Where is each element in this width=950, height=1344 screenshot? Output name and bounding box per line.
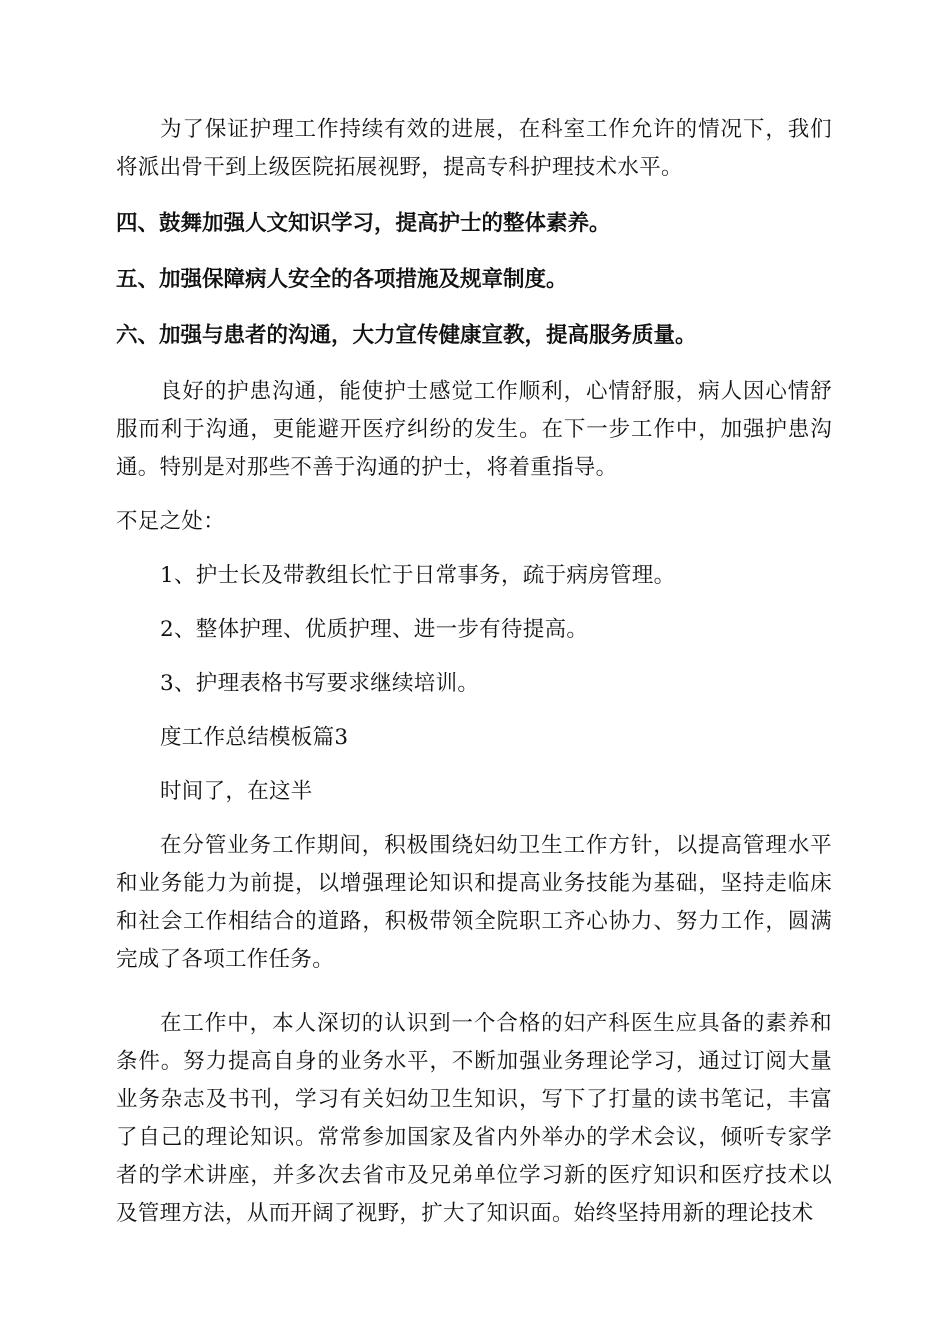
paragraph-professional-growth: 在工作中，本人深切的认识到一个合格的妇产科医生应具备的素养和条件。努力提高自身的业务水平，不断加强业务理论学习，通过订阅大量业务杂志及书刊，学习有关妇幼卫生知识，写下了打量的读书笔记，丰富了自己的理论知识。常常参加国家及省内外举办的学术会议，倾听专家学者的学术讲座，并多次去省市及兄弟单位学习新的医疗知识和医疗技术以及管理方法，从而开阔了视野，扩大了知识面。始终坚持用新的理论技术 [116,1011,832,1226]
paragraph-shortcomings-label: 不足之处： [116,509,226,534]
heading-humanities-study: 四、鼓舞加强人文知识学习，提高护士的整体素养。 [116,211,611,236]
paragraph-communication: 良好的护患沟通，能使护士感觉工作顺利，心情舒服，病人因心情舒服而利于沟通，更能避开医疗纠纷的发生。在下一步工作中，加强护患沟通。特别是对那些不善于沟通的护士，将着重指导。 [116,379,832,480]
section-title: 度工作总结模板篇3 [160,725,349,750]
paragraph-management-work: 在分管业务工作期间，积极围绕妇幼卫生工作方针，以提高管理水平和业务能力为前提，以增强理论知识和提高业务技能为基础，坚持走临床和社会工作相结合的道路，积极带领全院职工齐心协力、努力工作，圆满完成了各项工作任务。 [116,833,832,972]
list-item-shortcoming-3: 3、护理表格书写要求继续培训。 [160,671,480,696]
heading-patient-safety: 五、加强保障病人安全的各项措施及规章制度。 [116,267,568,292]
heading-patient-communication: 六、加强与患者的沟通，大力宣传健康宣教，提高服务质量。 [116,323,697,348]
list-item-shortcoming-1: 1、护士长及带教组长忙于日常事务，疏于病房管理。 [160,563,676,588]
paragraph-intro-fragment: 时间了，在这半 [160,779,313,804]
list-item-shortcoming-2: 2、整体护理、优质护理、进一步有待提高。 [160,617,589,642]
document-body [116,111,832,1233]
paragraph-training-plan: 为了保证护理工作持续有效的进展，在科室工作允许的情况下，我们将派出骨干到上级医院拓展视野，提高专科护理技术水平。 [116,117,832,180]
